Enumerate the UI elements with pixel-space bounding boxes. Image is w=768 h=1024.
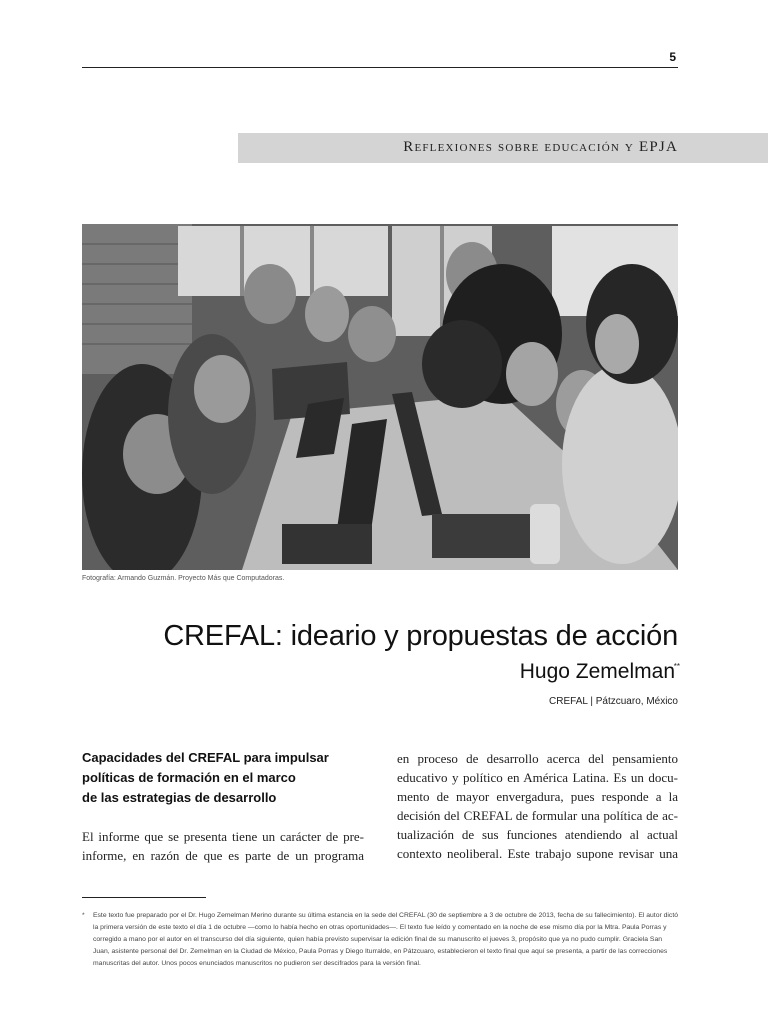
author-affiliation: CREFAL | Pátzcuaro, México [549,696,678,707]
article-title: CREFAL: ideario y propuestas de acción [163,620,678,652]
footnote-mark: * [82,912,85,919]
photo-caption: Fotografía: Armando Guzmán. Proyecto Más que Computadoras. [82,575,285,582]
body-line: informe, en razón de que es parte de un programa [82,848,364,863]
body-column-left [82,827,364,865]
footnote-text: Este texto fue preparado por el Dr. Hugo Zemelman Merino durante su última estancia en la sede del CREFAL (30 de septiembre a 3 de octubre de 2013, fecha de su fallecimiento). El autor dictó la primera versión de este texto el día 1 de octubre —como lo había hecho en otras oportunidades—. El texto fue leído y comentado en la noche de ese mismo día por la Mtra. Paula Porras y corregido a mano por el autor en el transcurso del día siguiente, quien había previsto supervisar la edición final de su manuscrito el jueves 3, propósito que ya no pudo cumplir. Graciela San Juan, asistente personal del Dr. Zemelman en la Ciudad de México, Paula Porras y Diego Iturralde, en Pátzcuaro, establecieron el texto final que aquí se presenta, a partir de las correcciones manuscritas del autor. Unos pocos enunciados manuscritos no pudieron ser descifrados para la versión final. [93,912,678,967]
body-line: educativo y político en América Latina. Es un docu- [397,770,678,785]
footnote [82,910,678,970]
author-footnote-mark: ** [673,662,680,671]
body-line: tualización de sus funciones atendiendo al actual [397,827,678,842]
photo-illustration [82,224,678,570]
body-column-right [397,749,678,863]
body-line: en proceso de desarrollo acerca del pensamiento [397,751,678,766]
subheading-line: políticas de formación en el marco [82,770,296,785]
footnote-rule [82,897,206,898]
page-number: 5 [669,50,676,64]
body-line: El informe que se presenta tiene un carácter de pre- [82,829,364,844]
header-rule [82,67,678,68]
author-name: Hugo Zemelman [519,660,675,683]
body-line: mento de mayor envergadura, pues responde a la [397,789,678,804]
body-line: contexto neoliberal. Este trabajo supone revisar una [397,846,678,861]
body-line: decisión del CREFAL de formular una política de ac- [397,808,678,823]
section-banner [238,133,768,163]
subheading-line: Capacidades del CREFAL para impulsar [82,750,329,765]
section-title: Reflexiones sobre educación y EPJA [403,139,678,155]
section-subheading [82,748,352,808]
article-photo [82,224,678,570]
subheading-line: de las estrategias de desarrollo [82,790,277,805]
